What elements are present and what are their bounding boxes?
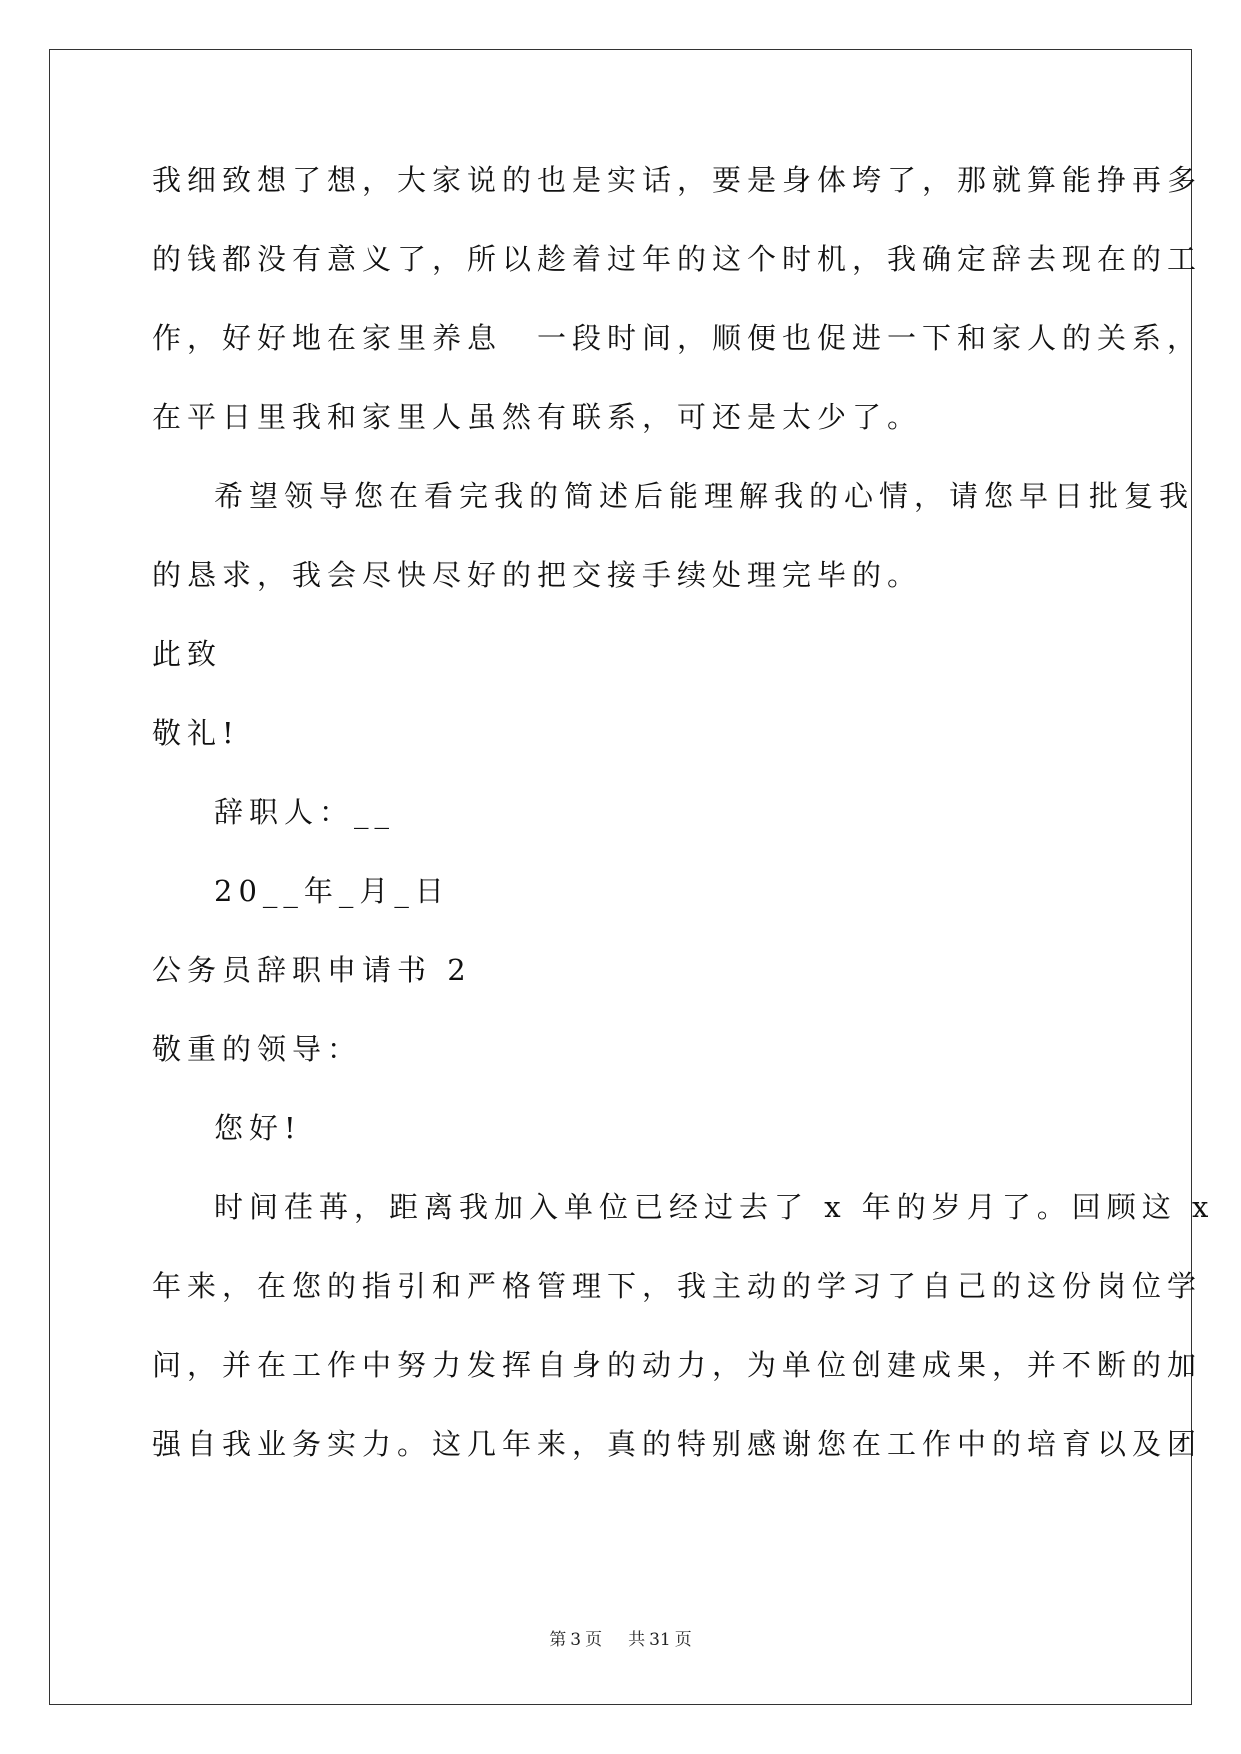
text-line-4: 在平日里我和家里人虽然有联系，可还是太少了。 [152, 400, 923, 434]
closing-salutation-1: 此致 [152, 637, 223, 671]
greeting: 您好! [214, 1111, 302, 1145]
page-label-prefix: 第 [549, 1630, 567, 1650]
page-label-suffix: 页 [585, 1630, 603, 1650]
signature-line: 辞职人：__ [214, 795, 396, 829]
section-title: 公务员辞职申请书 2 [152, 953, 472, 987]
text-line-17: 强自我业务实力。这几年来，真的特别感谢您在工作中的培育以及团 [152, 1427, 1203, 1461]
page-current: 3 [570, 1630, 582, 1650]
text-line-5: 希望领导您在看完我的简述后能理解我的心情，请您早日批复我 [214, 479, 1195, 513]
text-line-6: 的恳求，我会尽快尽好的把交接手续处理完毕的。 [152, 558, 923, 592]
text-line-1: 我细致想了想，大家说的也是实话，要是身体垮了，那就算能挣再多 [152, 163, 1203, 197]
page-footer [0, 1628, 1241, 1652]
total-label-suffix: 页 [674, 1630, 692, 1650]
text-line-2: 的钱都没有意义了，所以趁着过年的这个时机，我确定辞去现在的工 [152, 242, 1203, 276]
text-line-15: 年来，在您的指引和严格管理下，我主动的学习了自己的这份岗位学 [152, 1269, 1203, 1303]
date-line: 20__年_月_日 [214, 874, 450, 908]
text-line-16: 问，并在工作中努力发挥自身的动力，为单位创建成果，并不断的加 [152, 1348, 1203, 1382]
text-line-14: 时间荏苒，距离我加入单位已经过去了 x 年的岁月了。回顾这 x [214, 1190, 1215, 1224]
greeting-recipient: 敬重的领导： [152, 1032, 363, 1066]
text-line-3: 作，好好地在家里养息 一段时间，顺便也促进一下和家人的关系， [152, 321, 1203, 355]
total-label-prefix: 共 [628, 1630, 646, 1650]
closing-salutation-2: 敬礼! [152, 716, 240, 750]
page-total: 31 [649, 1630, 671, 1650]
